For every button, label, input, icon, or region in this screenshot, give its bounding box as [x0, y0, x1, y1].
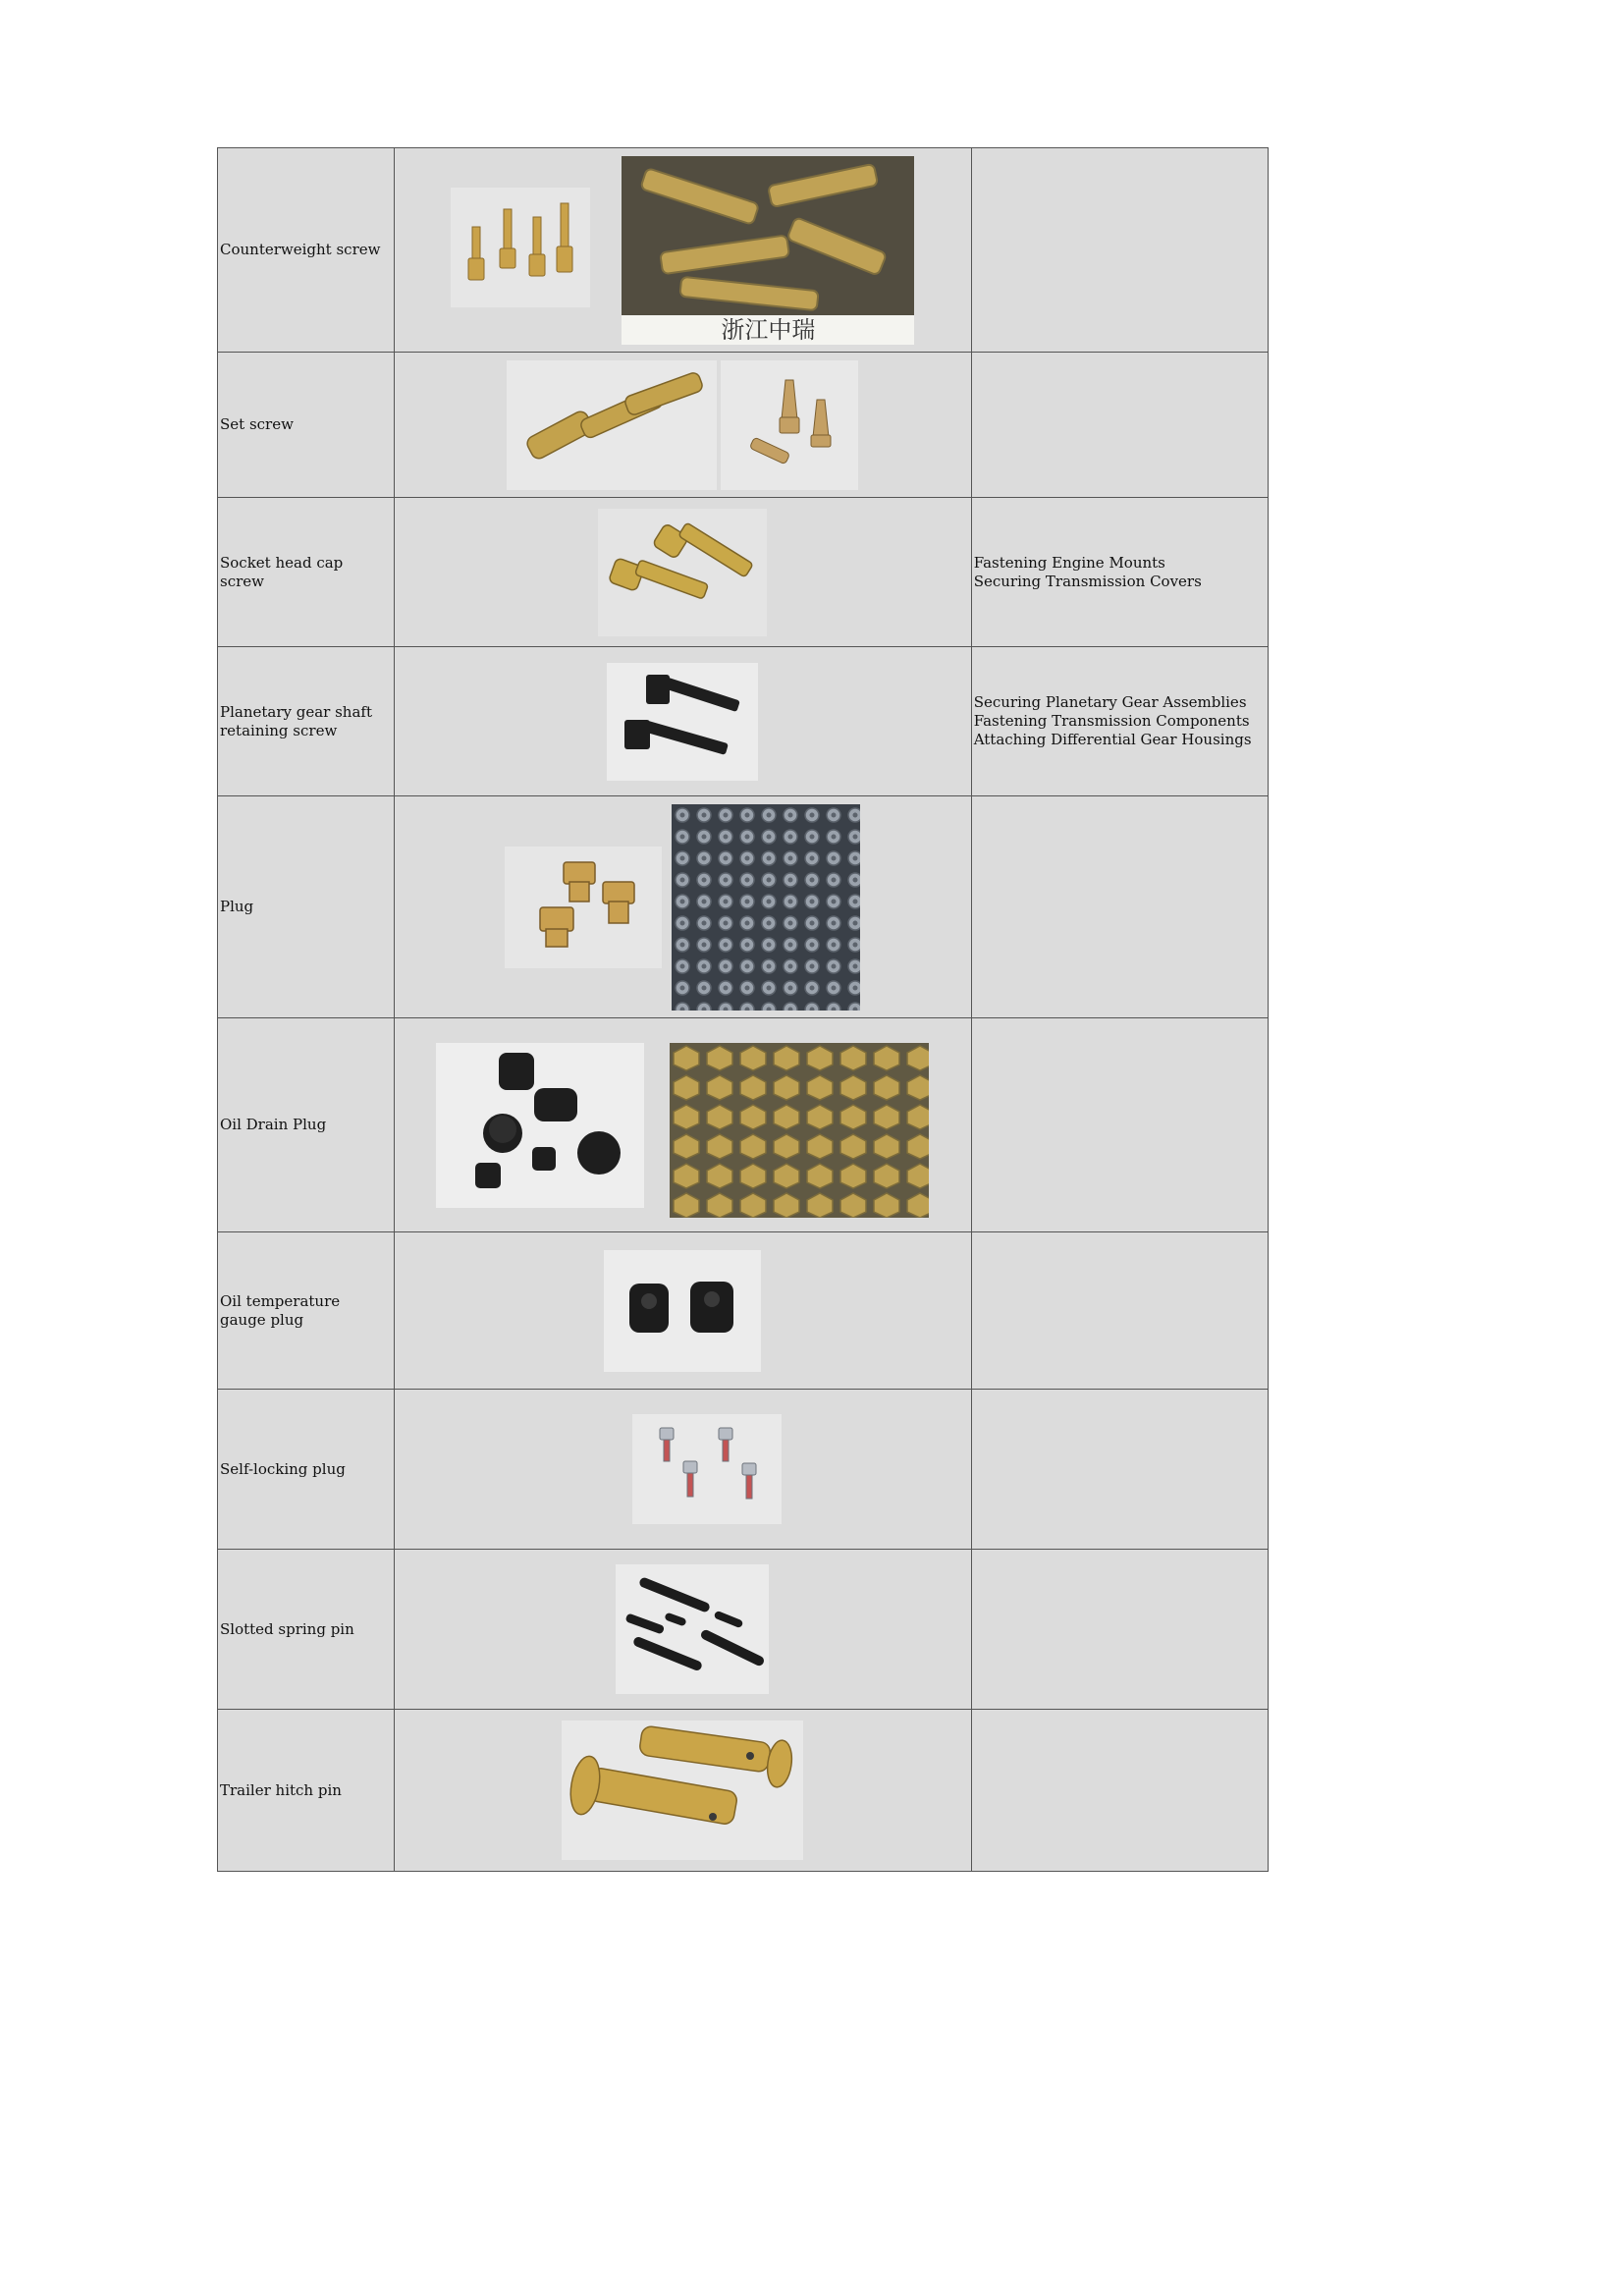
part-images	[395, 1232, 972, 1390]
part-uses	[971, 1018, 1268, 1232]
part-images	[395, 148, 972, 353]
table-row	[218, 1018, 1269, 1232]
part-uses	[971, 647, 1268, 796]
slotted-spring-pin-photo	[616, 1564, 769, 1694]
part-images	[395, 498, 972, 647]
oil-drain-plug-bag-photo	[670, 1043, 929, 1218]
table-row	[218, 1232, 1269, 1390]
part-name: Slotted spring pin	[218, 1550, 395, 1710]
part-images	[395, 647, 972, 796]
socket-head-cap-screw-photo	[598, 509, 767, 636]
use-item: Securing Transmission Covers	[973, 572, 1202, 590]
trailer-hitch-pin-photo	[562, 1721, 803, 1860]
part-name: Plug	[218, 796, 395, 1018]
counterweight-screw-photo	[451, 188, 590, 307]
oil-drain-plug-photo	[436, 1043, 644, 1208]
table-row	[218, 353, 1269, 498]
part-name: Self-locking plug	[218, 1390, 395, 1550]
part-name: Socket head cap screw	[218, 498, 395, 647]
part-images	[395, 796, 972, 1018]
table-row	[218, 1710, 1269, 1872]
counterweight-screw-bag-photo	[622, 156, 914, 345]
parts-table	[217, 147, 1269, 1872]
oil-temperature-gauge-plug-photo	[604, 1250, 761, 1372]
use-item: Fastening Transmission Components	[973, 712, 1250, 730]
bag-label: 浙江中瑞	[622, 315, 914, 345]
part-uses	[971, 353, 1268, 498]
table-row	[218, 1390, 1269, 1550]
part-name: Oil Drain Plug	[218, 1018, 395, 1232]
table-row	[218, 148, 1269, 353]
part-images	[395, 1018, 972, 1232]
part-name: Trailer hitch pin	[218, 1710, 395, 1872]
part-images	[395, 1390, 972, 1550]
set-screw-photo	[507, 360, 717, 490]
plug-bulk-photo	[672, 804, 860, 1011]
part-uses	[971, 1550, 1268, 1710]
part-uses	[971, 148, 1268, 353]
plug-photo	[505, 847, 662, 968]
use-item: Fastening Engine Mounts	[973, 553, 1165, 572]
part-uses	[971, 1232, 1268, 1390]
part-images	[395, 1550, 972, 1710]
part-name: Set screw	[218, 353, 395, 498]
table-row	[218, 498, 1269, 647]
part-uses	[971, 1390, 1268, 1550]
table-row	[218, 647, 1269, 796]
part-uses	[971, 1710, 1268, 1872]
part-name: Planetary gear shaft retaining screw	[218, 647, 395, 796]
part-uses	[971, 498, 1268, 647]
self-locking-plug-photo	[632, 1414, 782, 1524]
table-row	[218, 796, 1269, 1018]
part-images	[395, 1710, 972, 1872]
use-item: Attaching Differential Gear Housings	[973, 731, 1252, 748]
part-uses	[971, 796, 1268, 1018]
part-name: Counterweight screw	[218, 148, 395, 353]
set-screw-tip-photo	[721, 360, 858, 490]
part-images	[395, 353, 972, 498]
planetary-gear-shaft-screw-photo	[607, 663, 758, 781]
part-name: Oil temperature gauge plug	[218, 1232, 395, 1390]
table-row	[218, 1550, 1269, 1710]
use-item: Securing Planetary Gear Assemblies	[973, 693, 1247, 711]
